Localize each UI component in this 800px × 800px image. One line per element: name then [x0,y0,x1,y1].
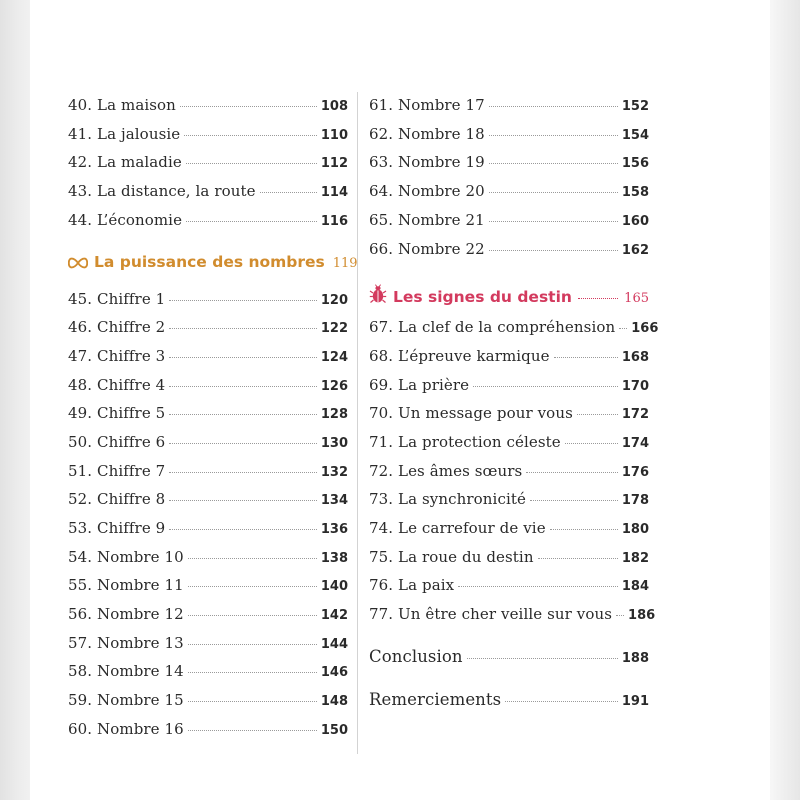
toc-entry[interactable] [68,211,348,235]
toc-entry-title: 42. La maladie [68,153,182,171]
toc-entry-title: 69. La prière [369,376,470,394]
toc-entry-page: 114 [320,185,348,200]
toc-entry-page: 152 [621,99,649,114]
toc-entry-title: 51. Chiffre 7 [68,462,166,480]
leader-dots [186,221,317,222]
toc-entry[interactable] [369,153,649,177]
leader-dots [169,328,317,329]
leader-dots [169,357,317,358]
toc-entry-page: 184 [621,579,649,594]
leader-dots [526,472,618,473]
leader-dots [473,386,618,387]
toc-entry-conclusion[interactable] [369,647,649,671]
leader-dots [554,357,618,358]
toc-entry-page: 134 [320,493,348,508]
toc-section-heading[interactable] [369,282,649,308]
leader-dots [184,135,317,136]
toc-entry-title: 56. Nombre 12 [68,605,184,623]
toc-entry-page: 124 [320,350,348,365]
toc-entry-page: 188 [621,651,649,666]
toc-entry-page: 146 [320,665,348,680]
toc-entry[interactable] [68,462,348,486]
toc-entry-title: Conclusion [369,647,463,666]
toc-entry-title: 50. Chiffre 6 [68,433,166,451]
leader-dots [169,472,317,473]
leader-dots [188,615,317,616]
toc-entry-title: 43. La distance, la route [68,182,256,200]
toc-entry-title: 57. Nombre 13 [68,634,184,652]
toc-entry[interactable] [68,153,348,177]
leader-dots [505,701,618,702]
toc-entry-title: 53. Chiffre 9 [68,519,166,537]
toc-entry-title: 52. Chiffre 8 [68,490,166,508]
toc-entry-title: 63. Nombre 19 [369,153,485,171]
toc-entry[interactable] [68,691,348,715]
toc-entry-page: 191 [621,694,649,709]
toc-entry[interactable] [68,96,348,120]
toc-entry[interactable] [369,318,659,342]
leader-dots [186,163,317,164]
leader-dots [180,106,317,107]
toc-entry-page: 168 [621,350,649,365]
toc-section-heading[interactable] [68,253,358,279]
leader-dots [169,500,317,501]
toc-entry[interactable] [369,404,649,428]
toc-entry-page: 144 [320,637,348,652]
leader-dots [577,414,618,415]
section-page: 165 [624,291,649,306]
toc-entry-page: 160 [621,214,649,229]
toc-entry-title: 60. Nombre 16 [68,720,184,738]
toc-entry-title: 46. Chiffre 2 [68,318,166,336]
toc-entry[interactable] [68,548,348,572]
toc-entry-title: 45. Chiffre 1 [68,290,166,308]
toc-entry-title: 72. Les âmes sœurs [369,462,523,480]
leader-dots [489,135,618,136]
toc-entry-title: 75. La roue du destin [369,548,534,566]
toc-entry[interactable] [68,182,348,206]
toc-entry-page: 158 [621,185,649,200]
toc-entry-title: 77. Un être cher veille sur vous [369,605,613,623]
toc-entry[interactable] [369,462,649,486]
toc-entry-title: 76. La paix [369,576,455,594]
toc-entry-title: 70. Un message pour vous [369,404,573,422]
toc-entry-title: 68. L’épreuve karmique [369,347,550,365]
toc-entry[interactable] [369,605,656,629]
toc-entry[interactable] [68,433,348,457]
toc-entry-title: 67. La clef de la compréhension [369,318,616,336]
toc-entry[interactable] [369,548,649,572]
leader-dots [169,386,317,387]
leader-dots [489,163,618,164]
page-gutter-right [770,0,800,800]
toc-entry[interactable] [68,290,348,314]
toc-entry[interactable] [369,490,649,514]
column-divider [357,92,358,754]
toc-entry[interactable] [68,376,348,400]
infinity-icon [68,255,88,273]
leader-dots [489,106,618,107]
leader-dots [188,644,317,645]
toc-entry-page: 122 [320,321,348,336]
toc-entry-page: 172 [621,407,649,422]
toc-entry[interactable] [369,211,649,235]
leader-dots [188,701,317,702]
toc-entry[interactable] [68,662,348,686]
toc-entry-page: 130 [320,436,348,451]
leader-dots [188,730,317,731]
leader-dots [538,558,618,559]
toc-entry-page: 140 [320,579,348,594]
toc-entry[interactable] [68,347,348,371]
toc-entry[interactable] [369,433,649,457]
scarab-icon [369,284,387,308]
toc-entry[interactable] [68,490,348,514]
toc-entry-page: 112 [320,156,348,171]
leader-dots [550,529,618,530]
leader-dots [458,586,618,587]
toc-entry-page: 142 [320,608,348,623]
toc-entry-page: 136 [320,522,348,537]
toc-entry-title: 49. Chiffre 5 [68,404,166,422]
leader-dots [188,672,317,673]
toc-entry[interactable] [68,404,348,428]
toc-entry-title: 44. L’économie [68,211,183,229]
toc-entry-page: 162 [621,243,649,258]
leader-dots [188,558,317,559]
toc-entry-title: 74. Le carrefour de vie [369,519,546,537]
toc-entry[interactable] [68,605,348,629]
toc-entry-page: 150 [320,723,348,738]
toc-entry-remerciements[interactable] [369,690,649,714]
toc-entry-title: 40. La maison [68,96,176,114]
leader-dots [467,658,618,659]
toc-entry-page: 126 [320,379,348,394]
toc-entry-page: 156 [621,156,649,171]
toc-entry-title: 59. Nombre 15 [68,691,184,709]
toc-entry[interactable] [369,182,649,206]
leader-dots [565,443,618,444]
leader-dots [188,586,317,587]
toc-entry-title: 64. Nombre 20 [369,182,485,200]
leader-dots [169,529,317,530]
toc-entry-title: 73. La synchronicité [369,490,526,508]
leader-dots [489,192,618,193]
leader-dots [489,250,618,251]
toc-entry-page: 116 [320,214,348,229]
toc-entry-page: 138 [320,551,348,566]
toc-entry-page: 120 [320,293,348,308]
toc-entry-page: 186 [628,608,656,623]
leader-dots [619,328,627,329]
toc-entry-title: 71. La protection céleste [369,433,561,451]
toc-entry[interactable] [369,96,649,120]
toc-entry-page: 166 [631,321,659,336]
toc-entry-page: 170 [621,379,649,394]
toc-entry-title: Remerciements [369,690,502,709]
toc-entry-title: 54. Nombre 10 [68,548,184,566]
toc-entry[interactable] [68,519,348,543]
leader-dots [578,298,618,299]
leader-dots [489,221,618,222]
leader-dots [169,443,317,444]
toc-entry[interactable] [369,576,649,600]
toc-entry[interactable] [369,125,649,149]
toc-entry-title: 62. Nombre 18 [369,125,485,143]
toc-entry-page: 176 [621,465,649,480]
leader-dots [169,414,317,415]
toc-entry-title: 65. Nombre 21 [369,211,485,229]
section-title: La puissance des nombres [94,253,325,271]
toc-entry-page: 110 [320,128,348,143]
toc-entry-page: 182 [621,551,649,566]
toc-entry-title: 61. Nombre 17 [369,96,485,114]
toc-entry-page: 178 [621,493,649,508]
page-gutter-left [0,0,30,800]
leader-dots [260,192,317,193]
leader-dots [616,615,624,616]
toc-entry-title: 47. Chiffre 3 [68,347,166,365]
toc-entry[interactable] [369,240,649,264]
toc-entry[interactable] [68,125,348,149]
toc-entry-page: 154 [621,128,649,143]
toc-entry-title: 58. Nombre 14 [68,662,184,680]
toc-entry[interactable] [68,634,348,658]
toc-entry-page: 132 [320,465,348,480]
leader-dots [169,300,317,301]
toc-entry-title: 55. Nombre 11 [68,576,184,594]
section-title: Les signes du destin [393,288,572,306]
toc-entry[interactable] [369,519,649,543]
leader-dots [530,500,618,501]
toc-entry[interactable] [68,720,348,744]
toc-entry-page: 148 [320,694,348,709]
toc-entry[interactable] [369,376,649,400]
toc-entry-page: 180 [621,522,649,537]
toc-entry-title: 66. Nombre 22 [369,240,485,258]
section-page: 119 [332,256,358,271]
toc-entry-title: 48. Chiffre 4 [68,376,166,394]
toc-entry[interactable] [68,318,348,342]
toc-entry-page: 108 [320,99,348,114]
table-of-contents-page [30,0,770,800]
toc-entry-page: 128 [320,407,348,422]
toc-entry-title: 41. La jalousie [68,125,181,143]
toc-entry[interactable] [68,576,348,600]
toc-entry[interactable] [369,347,649,371]
toc-entry-page: 174 [621,436,649,451]
